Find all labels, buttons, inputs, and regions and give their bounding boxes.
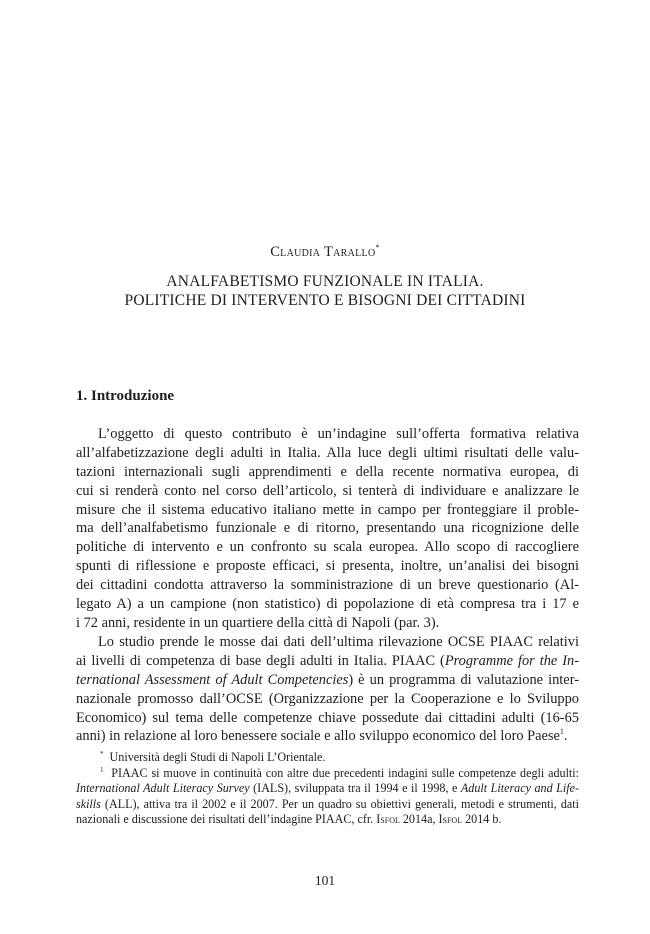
paragraph-line: politiche di intervento e un confronto su scala europea. Allo scopo di raccogliere [76,539,579,556]
paragraph-line: ternational Assessment of Adult Competencies) è un programma di valutazione inter- [76,671,579,688]
programme-title-italic: Programme for the In- [444,652,579,669]
paragraph-line: misure che il sistema educativo italiano mette in campo per fronteggiare il proble- [76,501,579,518]
paragraph-line: legato A) a un campione (non statistico) di popolazione di età compresa tra i 17 e [76,596,579,613]
paragraph-1 [76,425,579,633]
paragraph-line: nazionale promosso dall’OCSE (Organizzazione per la Cooperazione e lo Sviluppo [76,690,579,707]
footnotes [76,750,579,828]
paragraph-line: ai livelli di competenza di base degli adulti in Italia. PIAAC (Programme for the In- [76,652,579,669]
paragraph-line: L’oggetto di questo contributo è un’indagine sull’offerta formativa relativa [98,426,579,442]
article-title-line-1: ANALFABETISMO FUNZIONALE IN ITALIA. [166,273,484,290]
paragraph-line: anni) in relazione al loro benessere sociale e allo sviluppo economico del loro Paese$^1$. [76,727,568,745]
footnote-star: * Università degli Studi di Napoli L’Orientale. [100,749,326,764]
footnote-1-line: $^1$ PIAAC si muove in continuità con altre due precedenti indagini sulle competenze degli adulti: [100,765,580,780]
programme-title-italic: ternational Assessment of Adult Competencies [76,671,349,688]
paragraph-line: i 72 anni, residente in un quartiere della città di Napoli (par. 3). [76,614,440,631]
footnote-ref-1[interactable]: 1 [559,727,564,737]
paragraph-line: Economico) sul tema delle competenze chiave possedute dai cittadini adulti (16-65 [76,709,579,726]
author-name: Claudia Tarallo* [270,243,380,260]
paragraph-line: ma dell’analfabetismo funzionale e di ritorno, presentando una ricognizione delle [76,520,579,537]
paragraph-2 [76,633,579,746]
paragraph-line: tazioni internazionali sugli apprendimenti e della recente normativa europea, di [76,463,579,480]
footnote-1-line: skills (ALL), attiva tra il 2002 e il 2007. Per un quadro su obiettivi generali, metodi e strumenti, dati [76,796,579,811]
author-footnote-marker: * [375,243,380,252]
footnote-1-line: International Adult Literacy Survey (IALS), sviluppata tra il 1994 e il 1998, e Adult Literacy and Life- [76,781,579,796]
paragraph-line: Lo studio prende le mosse dai dati dell’ultima rilevazione OCSE PIAAC relativi [98,634,579,650]
page-number: 101 [314,873,336,888]
article-title-line-2: POLITICHE DI INTERVENTO E BISOGNI DEI CITTADINI [124,292,526,309]
paragraph-line: dei cittadini condotta attraverso la somministrazione di un breve questionario (Al- [76,577,579,594]
paragraph-line: cui si renderà conto nel corso dell’articolo, si tenterà di individuare e analizzare le [76,482,579,499]
paragraph-line: all’alfabetizzazione degli adulti in Italia. Alla luce degli ultimi risultati delle valu- [76,444,579,461]
section-heading: 1. Introduzione [76,388,175,404]
footnote-1-line: nazionali e discussione dei risultati dell’indagine PIAAC, cfr. Isfol 2014a, Isfol 2014 b. [76,812,502,827]
paragraph-line: spunti di riflessione e proposte efficaci, si presenta, inoltre, un’analisi dei bisogni [76,558,579,575]
